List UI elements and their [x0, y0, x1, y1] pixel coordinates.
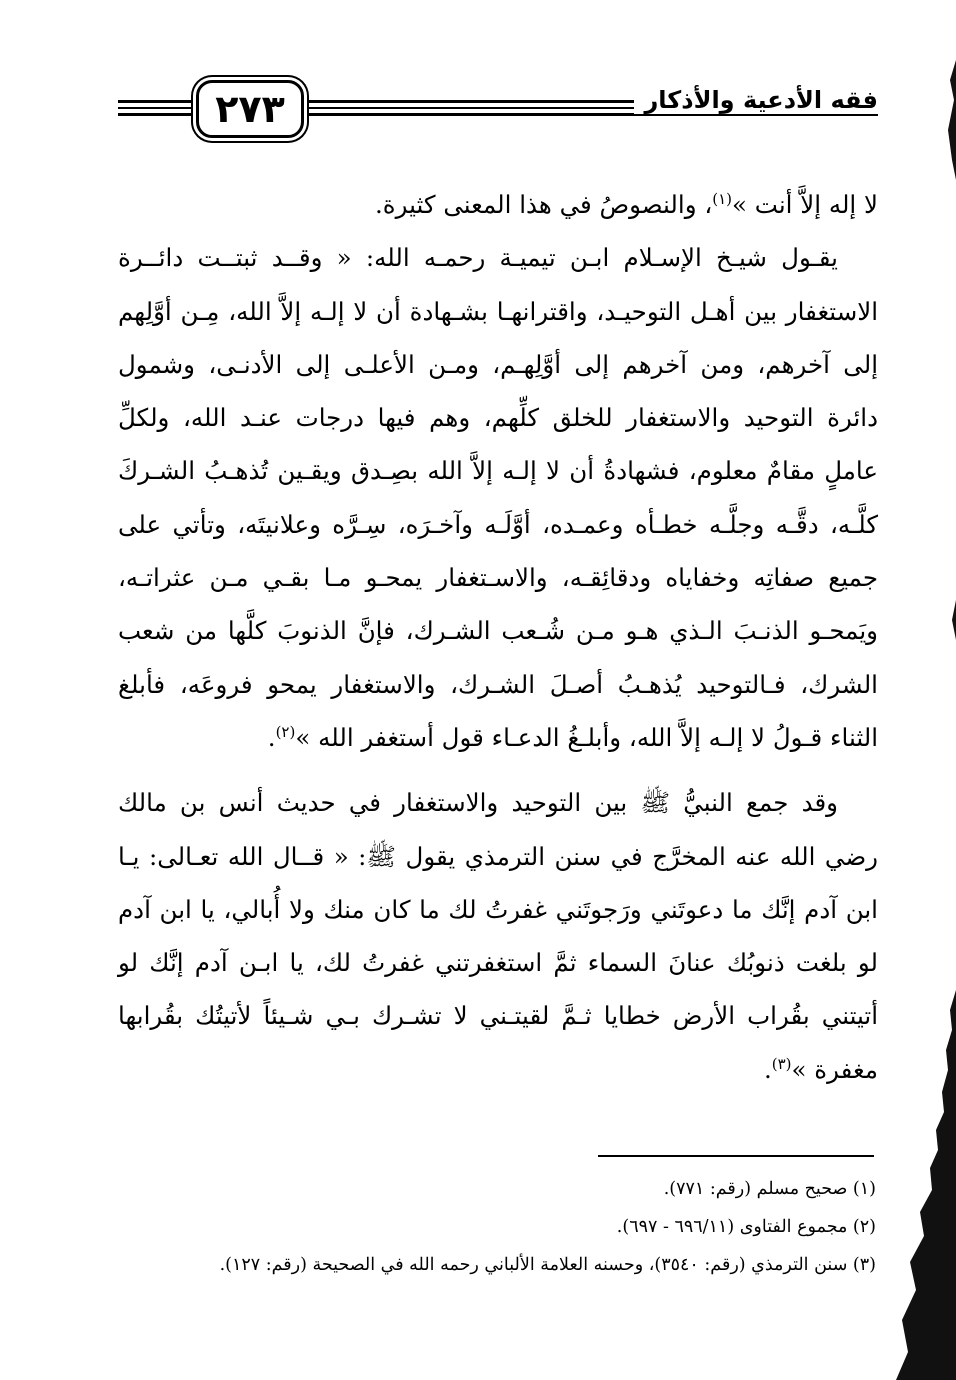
paragraph-text: لا إله إلاَّ أنت » — [732, 190, 878, 219]
page-number: ٢٧٣ — [196, 80, 304, 138]
main-text — [118, 178, 878, 1096]
paragraph-text-tail: ، والنصوصُ في هذا المعنى كثيرة. — [374, 190, 713, 219]
torn-page-edge — [886, 0, 956, 1380]
footnotes — [100, 1170, 876, 1284]
paragraph-text: يقـول شيـخ الإسـلام ابـن تيميـة رحمـه الله: « وقــد ثبتــت دائــرة الاستغفار بين أهـل التوحيـد، واقترانهـا بشـهادة أن لا إلـه إلاَّ الله، مِـن أوَّلِهم إلى آخرهم، ومن آخرهم إلى أوَّلِهـم، ومـن الأعلـى إلى الأدنـى، وشمول دائرة التوحيد والاستغفار للخلق كلِّهم، وهم فيها درجات عنـد الله، ولكلِّ عاملٍ مقامٌ معلوم، فشهادةُ أن لا إلـه إلاَّ الله بصِـدق ويقـين تُذهـبُ الشـركَ كلَّـه، دقَّـه وجلَّـه خطـأه وعمـده، أوَّلَـه وآخـرَه، سِـرَّه وعلانيتَه، وتأتي على جميع صفاتِه وخفاياه ودقائِقـه، والاسـتغفار يمحـو مـا بقـي مـن عثراتـه، ويَمحـو الذنـبَ الـذي هـو مـن شُـعب الشـرك، فإنَّ الذنوبَ كلَّها من شعب الشرك، فـالتوحيد يُذهـبُ أصـلَ الشـرك، والاستغفار يمحو فروعَه، فأبلغ الثناء قـولُ لا إلـه إلاَّ الله، وأبلـغُ الدعـاء قول أستغفر الله » — [118, 243, 878, 752]
footnote-separator — [598, 1155, 874, 1157]
paragraph-text-tail: . — [267, 722, 276, 752]
paragraph-text-tail: . — [763, 1054, 772, 1084]
footnote-ref[interactable]: (١) — [712, 189, 733, 208]
footnote-item: (٢) مجموع الفتاوى (٦٩٦/١١ - ٦٩٧). — [616, 1217, 876, 1237]
footnote-ref[interactable]: (٣) — [771, 1054, 792, 1073]
paragraph-text: وقد جمع النبيُّ ﷺ بين التوحيد والاستغفار في حديث أنس بن مالك رضي الله عنه المخرَّج في سنن الترمذي يقول ﷺ: « قــال الله تعـالى: يـا ابن آدم إنَّك ما دعوتَني ورَجوتَني غفرتُ لك ما كان منك ولا أُبالي، يا ابن آدم لو بلغت ذنوبُك عنانَ السماء ثمَّ استغفرتني غفرتُ لك، يا ابـن آدم إنَّك لو أتيتني بقُراب الأرض خطايا ثـمَّ لقيتـني لا تشـرك بـي شـيئاً لأتيتُك بقُرابها مغفرة » — [118, 788, 878, 1084]
paragraph — [118, 231, 878, 764]
footnote-item: (٣) سنن الترمذي (رقم: ٣٥٤٠)، وحسنه العلامة الألباني رحمه الله في الصحيحة (رقم: ١٢٧). — [219, 1255, 876, 1275]
book-title: فقه الأدعية والأذكار — [634, 86, 878, 114]
footnote-ref[interactable]: (٢) — [275, 722, 296, 741]
footnote-item: (١) صحيح مسلم (رقم: ٧٧١). — [663, 1179, 876, 1199]
paragraph — [118, 178, 878, 231]
page-header — [118, 72, 878, 142]
paragraph — [118, 776, 878, 1096]
